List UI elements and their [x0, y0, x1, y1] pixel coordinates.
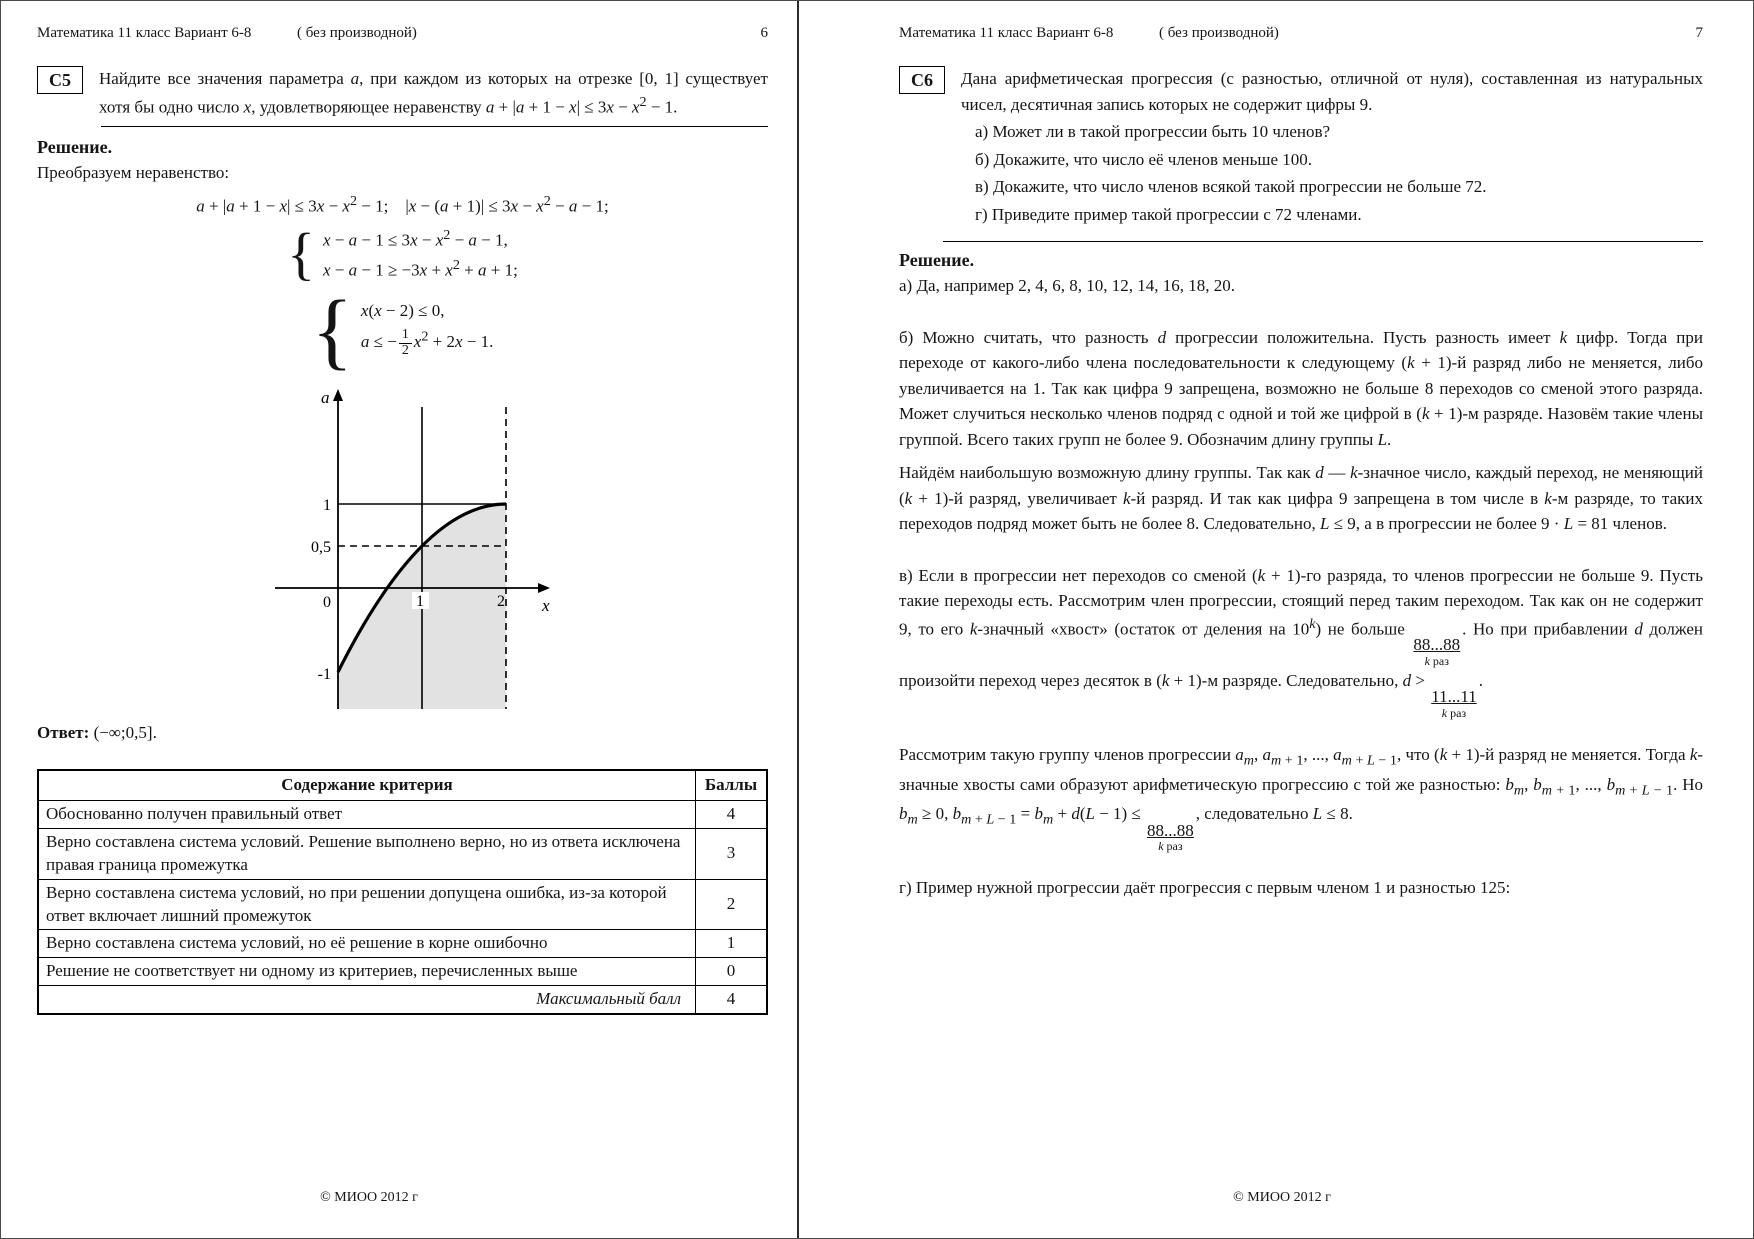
table-row — [38, 800, 767, 828]
criterion-score: 1 — [696, 930, 768, 958]
criterion-text: Решение не соответствует ни одному из критериев, перечисленных выше — [38, 958, 696, 986]
system2-line1: x(x − 2) ≤ 0, — [360, 301, 445, 321]
problem-c6 — [899, 66, 1703, 227]
system1-line1: $x - a - 1 \le 3x - x^2 - a - 1$, — [323, 226, 508, 250]
problem-text: Найдите все значения параметра a, при каждом из которых на отрезке [0, 1] существует хотя бы одно число x, удовлетворяющее неравенству $a + |a + 1 - x| \le 3x - x^2 - 1$. — [99, 69, 768, 117]
page7-footer: © МИОО 2012 г — [1233, 1190, 1331, 1205]
table-row — [38, 828, 767, 879]
problem-c5 — [37, 66, 768, 120]
solution-part-g: г) Пример нужной прогрессии даёт прогрессия с первым членом 1 и разностью 125: — [899, 878, 1511, 898]
table-total-row — [38, 986, 767, 1014]
a-axis-label: a — [320, 387, 329, 407]
column-criteria: Содержание критерия — [38, 770, 696, 800]
figure-canvas — [253, 383, 553, 715]
criterion-text: Верно составлена система условий. Решение выполнено верно, но из ответа исключена правая граница промежутка — [38, 828, 696, 879]
tick-a-05: 0,5 — [310, 538, 331, 556]
answer-value: (−∞;0,5]. — [89, 722, 157, 742]
criterion-score: 0 — [696, 958, 768, 986]
table-header-row — [38, 770, 767, 800]
system2-line2: a ≤ − $\frac{1}{2}$ $x^2 + 2x - 1$. — [360, 327, 494, 358]
column-points: Баллы — [696, 770, 768, 800]
table-row — [38, 930, 767, 958]
problem-label: С5 — [37, 66, 83, 94]
page-number: 7 — [1695, 25, 1703, 41]
x-axis-arrow-icon — [538, 583, 550, 593]
solution-part-b-continued: Найдём наибольшую возможную длину группы. Так как d — k-значное число, каждый переход, не меняющий (k + 1)-й разряд, увеличивает k-й разряд. И так как цифра 9 запрещена в том числе в k-м разряде, то таких переходов подряд может быть не более 8. Следовательно, L ≤ 9, а в прогрессии не более 9 · L = 81 членов. — [899, 463, 1704, 533]
header-note: ( без производной) — [1159, 25, 1279, 41]
solution-intro: Преобразуем неравенство: — [37, 162, 230, 182]
solution-heading: Решение. — [37, 136, 113, 157]
problem-separator — [943, 241, 1703, 242]
criterion-score: 3 — [696, 828, 768, 879]
table-row — [38, 879, 767, 930]
solution-heading: Решение. — [899, 250, 975, 270]
problem-text: Дана арифметическая прогрессия (с разностью, отличной от нуля), составленная из натуральных чисел, десятичная запись которых не содержит цифры 9. — [961, 69, 1703, 114]
equation-transformed: $a + |a + 1 - x| \le 3x - x^2 - 1$; $|x - (a + 1)| \le 3x - x^2 - a - 1$; — [196, 193, 609, 216]
system-of-inequalities-2 — [37, 281, 768, 378]
answer-line — [37, 723, 768, 743]
page6-footer: © МИОО 2012 г — [320, 1190, 418, 1205]
tick-x-2: 2 — [496, 592, 505, 610]
header-note: ( без производной) — [297, 25, 417, 41]
criterion-text: Обоснованно получен правильный ответ — [38, 800, 696, 828]
criterion-text: Верно составлена система условий, но при решении допущена ошибка, из-за которой ответ включает лишний промежуток — [38, 879, 696, 930]
solution-part-b: б) Можно считать, что разность d прогрессии положительна. Пусть разность имеет k цифр. Тогда при переходе от какого-либо члена последовательности к следующему (k + 1)-й разряд либо не меняется, либо увеличивается на 1. Так как цифра 9 запрещена, возможно не больше 8 переходов со сменой этого разряда. Может случиться несколько членов подряд с одной и той же цифрой в (k + 1)-м разряде. Назовём такие члены группой. Всего таких групп не более 9. Обозначим длину группы L. — [899, 327, 1703, 449]
criterion-score: 2 — [696, 879, 768, 930]
tick-x-1: 1 — [415, 592, 424, 610]
brace-icon: { — [287, 220, 315, 286]
solution-part-v: в) Если в прогрессии нет переходов со сменой (k + 1)-го разряда, то членов прогрессии не больше 9. Пусть такие переходы есть. Рассмотрим член прогрессии, стоящий перед таким переходом. Так как он не содержит 9, то его k-значный «хвост» (остаток от деления на 10$^k$) не больше 88...88 k раз . Но при прибавлении d должен произойти переход через десяток в (k + 1)-м разряде. Следовательно, d > 11...11 k раз . — [899, 565, 1703, 720]
criterion-score: 4 — [696, 800, 768, 828]
parabola-figure — [253, 383, 553, 715]
page-number: 6 — [760, 25, 768, 41]
system-of-inequalities-1 — [37, 220, 768, 286]
x-axis-label: x — [541, 595, 550, 615]
system1-line2: $x - a - 1 \ge -3x + x^2 + a + 1$; — [323, 257, 518, 280]
max-score-value: 4 — [696, 986, 768, 1014]
max-score-label: Максимальный балл — [38, 986, 696, 1014]
problem-label: С6 — [899, 66, 945, 94]
page7-header — [899, 25, 1703, 42]
a-axis-arrow-icon — [333, 389, 343, 401]
page-6 — [1, 1, 797, 1238]
problem-item-v: в) Докажите, что число членов всякой такой прогрессии не больше 72. — [975, 177, 1487, 196]
solution-part-v-continued: Рассмотрим такую группу членов прогрессии $a_m$, $a_{m + 1}$, ..., $a_{m + L - 1}$, что (k + 1)-й разряд не меняется. Тогда k-значные хвосты сами образуют арифметическую прогрессию с той же разностью: $b_m$, $b_{m + 1}$, ..., $b_{m + L - 1}$. Но $b_m \ge 0$, $b_{m + L - 1} = b_m + d(L - 1)$ ≤ 88...88 k раз , следовательно L ≤ 8. — [899, 745, 1704, 854]
criteria-table — [37, 769, 768, 1015]
header-title: Математика 11 класс Вариант 6-8 — [37, 25, 252, 41]
answer-label: Ответ: — [37, 722, 90, 742]
tick-a-1: 1 — [322, 496, 331, 514]
problem-item-a: а) Может ли в такой прогрессии быть 10 членов? — [975, 122, 1331, 141]
header-title: Математика 11 класс Вариант 6-8 — [899, 25, 1114, 41]
problem-item-g: г) Приведите пример такой прогрессии с 72 членами. — [975, 204, 1362, 224]
table-row — [38, 958, 767, 986]
tick-origin: 0 — [322, 593, 331, 611]
problem-separator — [101, 126, 768, 127]
problem-item-b: б) Докажите, что число её членов меньше 100. — [975, 149, 1313, 169]
page-7 — [799, 1, 1754, 1238]
criterion-text: Верно составлена система условий, но её решение в корне ошибочно — [38, 930, 696, 958]
tick-a-minus1: -1 — [317, 665, 331, 683]
brace-icon: { — [311, 281, 353, 378]
solution-part-a: а) Да, например 2, 4, 6, 8, 10, 12, 14, 16, 18, 20. — [899, 276, 1236, 295]
page6-header — [37, 25, 768, 42]
